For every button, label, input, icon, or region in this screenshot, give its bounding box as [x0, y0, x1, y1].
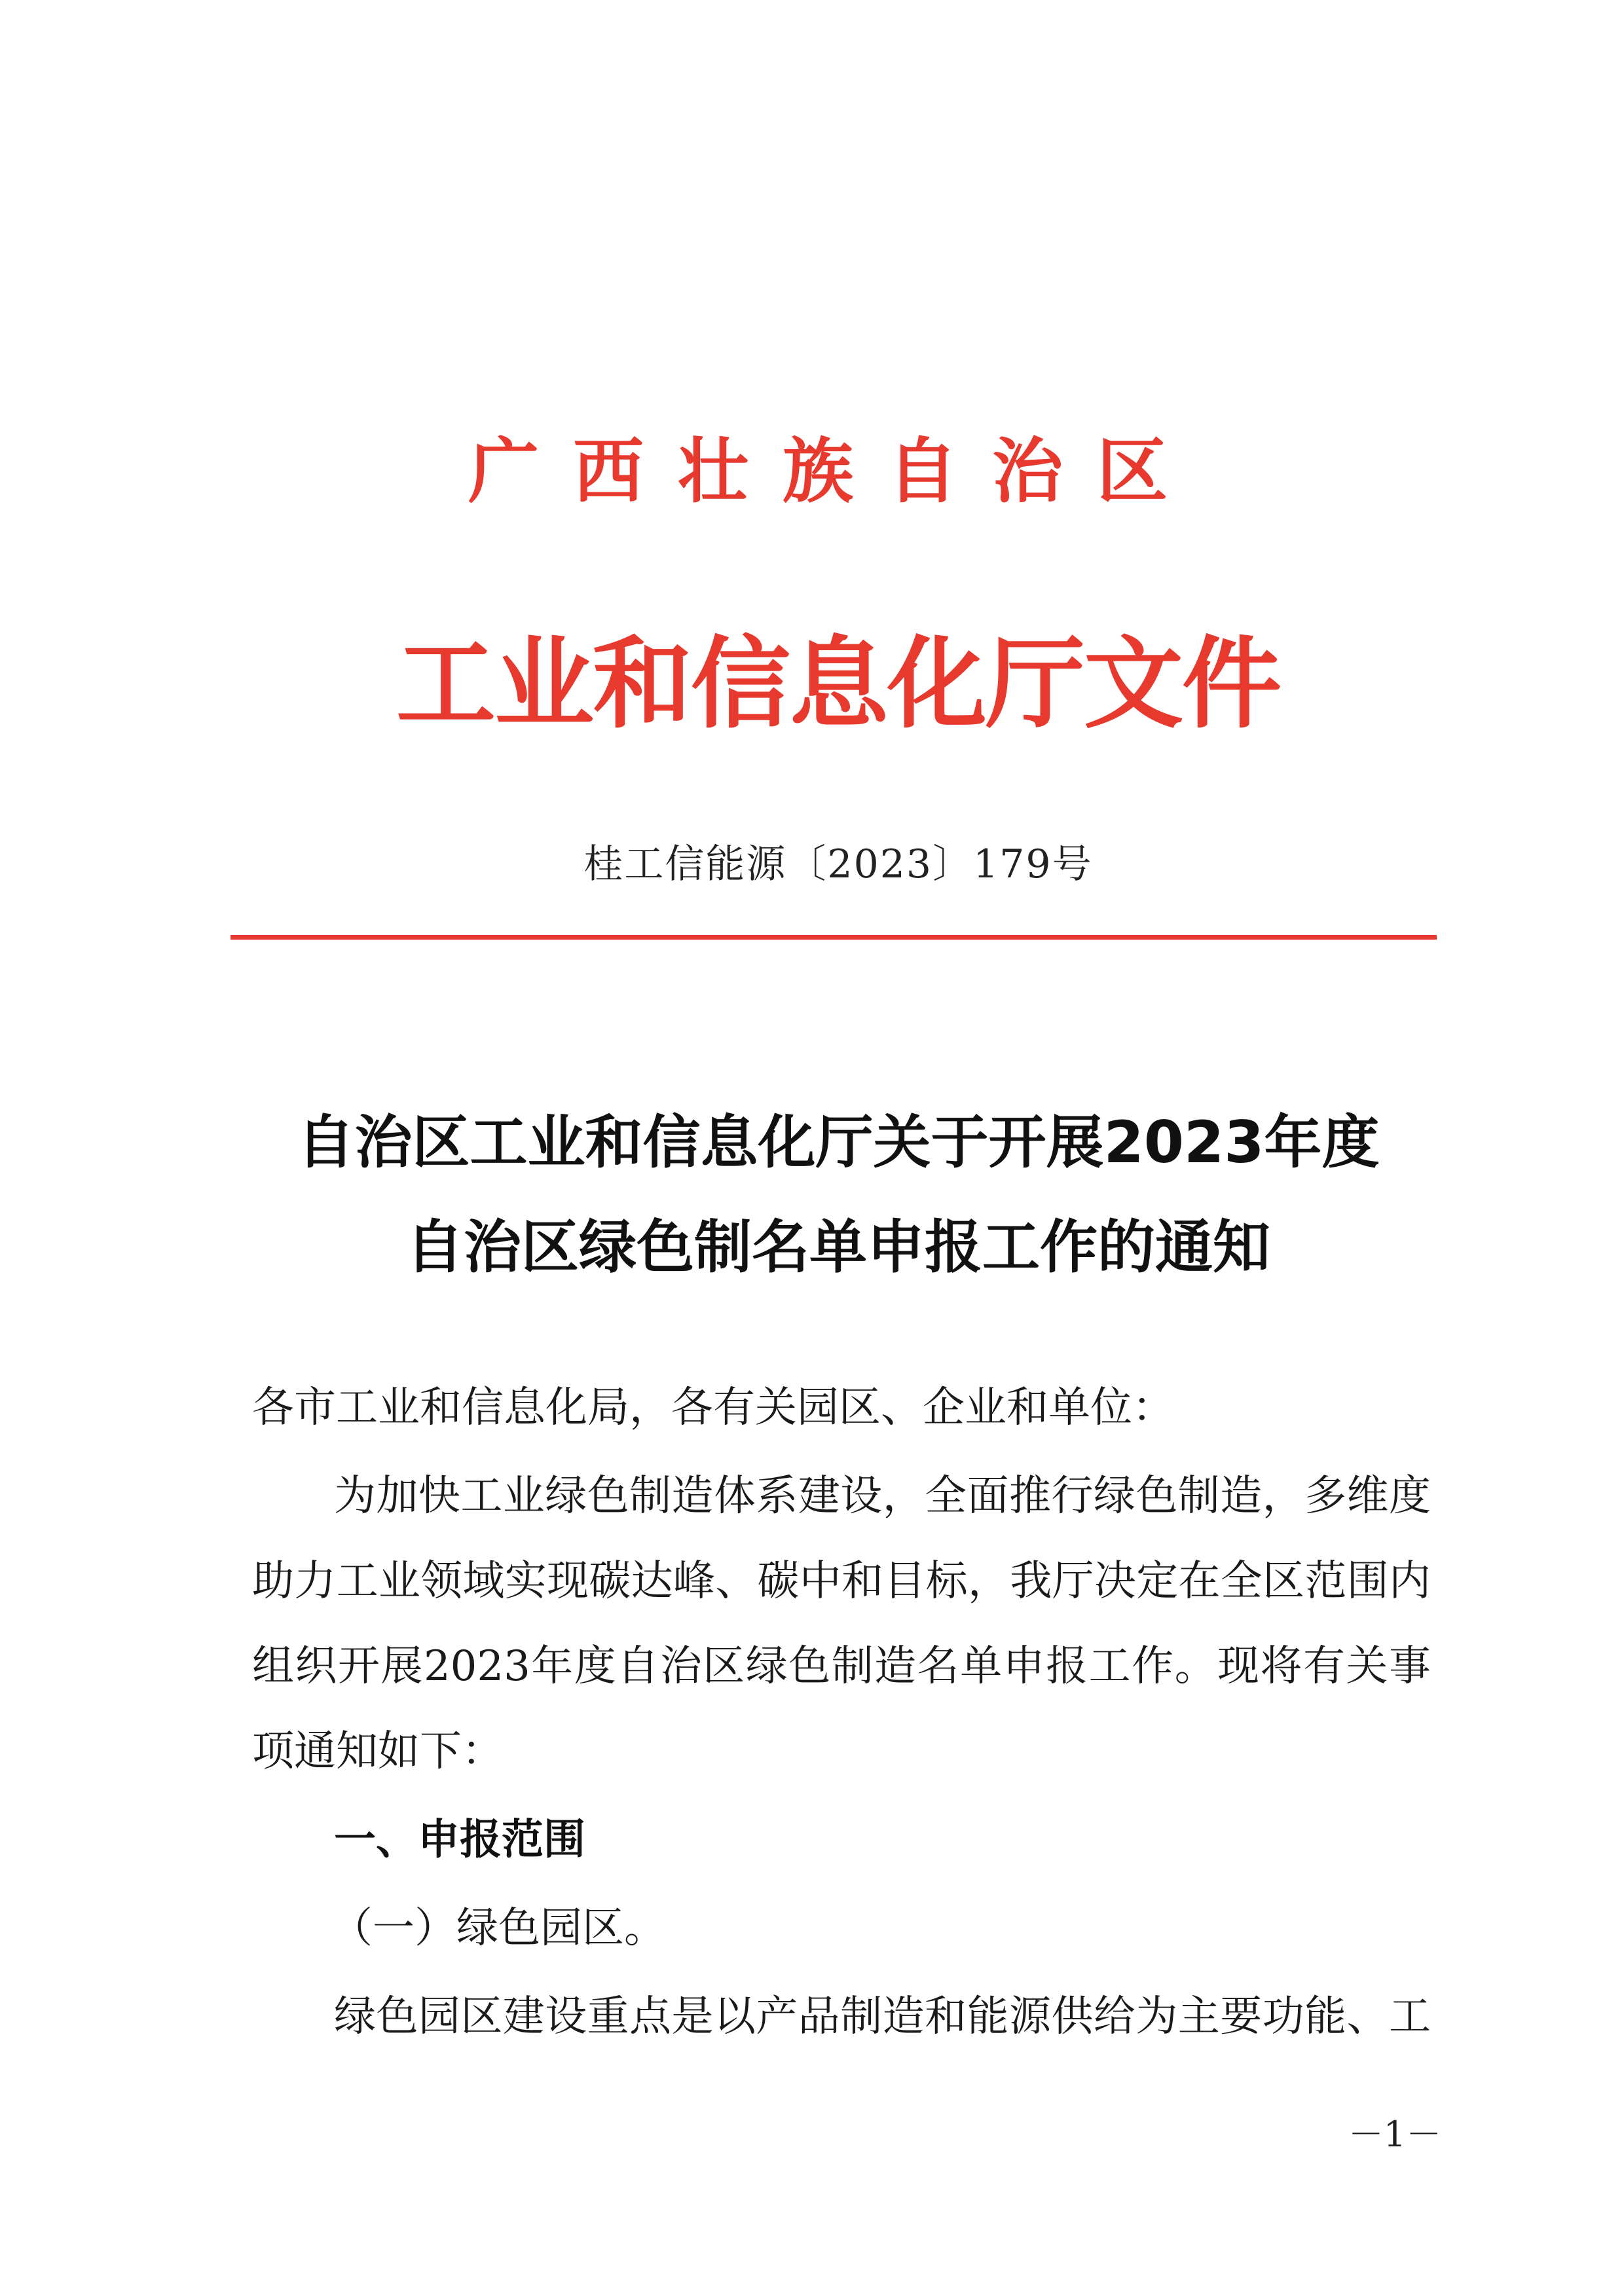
- issuer-department-header: 工业和信息化厅文件: [396, 626, 1280, 742]
- salutation: 各市工业和信息化局，各有关园区、企业和单位：: [252, 1384, 1174, 1432]
- red-separator-line: [231, 935, 1437, 940]
- notice-title-line-1: 自治区工业和信息化厅关于开展2023年度: [297, 1109, 1380, 1176]
- paragraph-line: 绿色园区建设重点是以产品制造和能源供给为主要功能、工: [334, 1992, 1431, 2041]
- document-number: 桂工信能源〔2023〕179号: [583, 841, 1093, 887]
- paragraph-line: 为加快工业绿色制造体系建设，全面推行绿色制造，多维度: [334, 1472, 1431, 1520]
- paragraph-line: 项通知如下：: [252, 1727, 504, 1776]
- paragraph-line: 助力工业领域实现碳达峰、碳中和目标，我厅决定在全区范围内: [252, 1557, 1431, 1606]
- issuer-region-header: 广西壮族自治区: [468, 430, 1202, 513]
- page-number: －1－: [1348, 2114, 1442, 2155]
- paragraph-line: 组织开展2023年度自治区绿色制造名单申报工作。现将有关事: [252, 1642, 1431, 1691]
- section-heading: 一、申报范围: [334, 1816, 585, 1864]
- notice-title-line-2: 自治区绿色制名单申报工作的通知: [405, 1213, 1270, 1281]
- subsection-heading: （一）绿色园区。: [331, 1904, 666, 1953]
